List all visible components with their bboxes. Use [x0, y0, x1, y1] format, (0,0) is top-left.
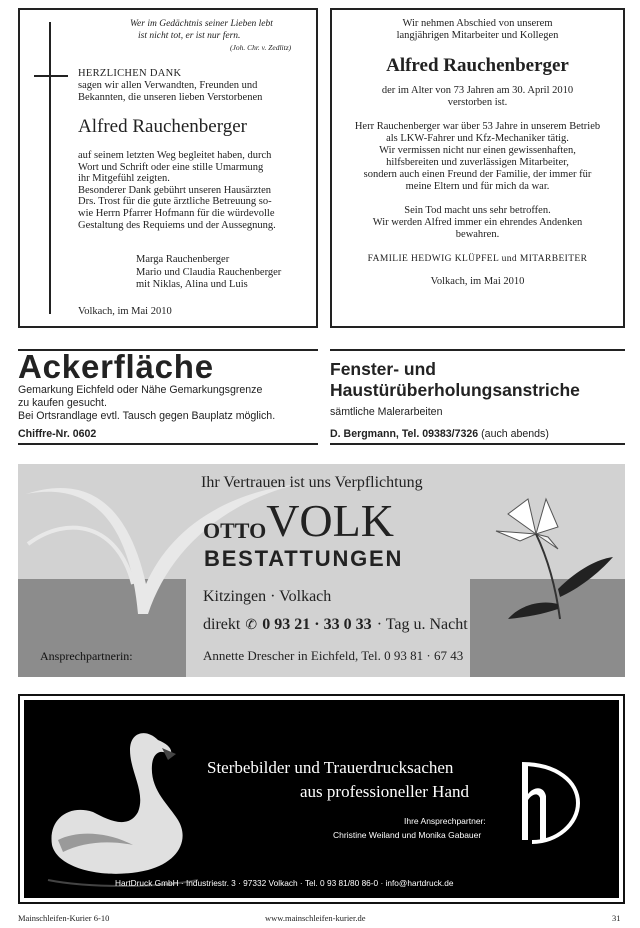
- body-line: Besonderer Dank gebührt unseren Hausärzten: [78, 184, 272, 196]
- ad-title: Ackerfläche: [18, 348, 214, 385]
- motto-author: (Joh. Chr. v. Zedlitz): [230, 43, 292, 52]
- thanks-body: [78, 150, 276, 231]
- footer-website[interactable]: www.mainschleifen-kurier.de: [265, 913, 366, 923]
- ad-title: Haustürüberholungsanstriche: [330, 380, 580, 400]
- phone-line: [203, 614, 468, 634]
- body-line: meine Eltern und für mich da war.: [405, 181, 550, 192]
- contact-label: Ihre Ansprechpartner:: [404, 816, 486, 826]
- signature: FAMILIE HEDWIG KLÜPFEL und MITARBEITER: [367, 254, 588, 264]
- motto-line: Wer im Gedächtnis seiner Lieben lebt: [130, 19, 273, 29]
- body-line: wie Herrn Pfarrer Hofmann für die würdevolle: [78, 207, 275, 219]
- intro-line: langjährigen Mitarbeiter und Kollegen: [396, 30, 559, 41]
- logo-volk: VOLK: [266, 495, 394, 546]
- intro-line: Wir nehmen Abschied von unserem: [402, 18, 553, 29]
- painter-ad: [330, 349, 625, 445]
- thanks-notice: [18, 8, 318, 328]
- cross-icon: [49, 22, 51, 314]
- contact-line: [330, 428, 549, 440]
- headline: aus professioneller Hand: [300, 782, 470, 801]
- thanks-heading: HERZLICHEN DANK: [78, 68, 182, 79]
- contact-info: Annette Drescher in Eichfeld, Tel. 0 93 81 · 67 43: [203, 648, 464, 663]
- closing-line: bewahren.: [455, 229, 500, 240]
- print-shop-ad: [18, 694, 625, 904]
- age-line: verstorben ist.: [447, 97, 508, 108]
- phone-number: 0 93 21 · 33 0 33: [262, 616, 372, 633]
- field-wanted-ad: [18, 349, 318, 445]
- lily-icon: [468, 479, 618, 629]
- logo-otto: OTTO: [203, 518, 267, 543]
- headline: Sterbebilder und Trauerdrucksachen: [207, 758, 454, 777]
- cross-bar: [34, 75, 68, 77]
- ad-title: Fenster- und: [330, 359, 436, 379]
- page-number: 31: [612, 913, 621, 923]
- phone-label: direkt: [203, 616, 241, 633]
- black-panel: [24, 700, 619, 898]
- ad-line: Gemarkung Eichfeld oder Nähe Gemarkungsgrenze: [18, 384, 263, 396]
- place-date: Volkach, im Mai 2010: [78, 306, 172, 317]
- body-line: Wir vermissen nicht nur einen gewissenhaften,: [379, 145, 576, 156]
- body-line: ihr Mitgefühl zeigten.: [78, 173, 170, 185]
- ad-subtitle: sämtliche Malerarbeiten: [330, 406, 443, 418]
- hd-logo-icon: [512, 760, 582, 846]
- family-line: mit Niklas, Alina und Luis: [136, 279, 248, 291]
- deceased-name: Alfred Rauchenberger: [386, 55, 569, 76]
- company-address: HartDruck GmbH · Industriestr. 3 · 97332 Volkach · Tel. 0 93 81/80 86-0 · info@hartdruck.de: [115, 878, 454, 888]
- intro-line: sagen wir allen Verwandten, Freunden und: [78, 80, 258, 91]
- deceased-name: Alfred Rauchenberger: [78, 116, 247, 137]
- body-line: Herr Rauchenberger war über 53 Jahre in unserem Betrieb: [354, 121, 601, 132]
- place-date: Volkach, im Mai 2010: [430, 276, 525, 287]
- motto-line: ist nicht tot, er ist nur fern.: [138, 31, 241, 41]
- ad-line: zu kaufen gesucht.: [18, 397, 107, 409]
- body-line: auf seinem letzten Weg begleitet haben, durch: [78, 150, 272, 161]
- body-line: als LKW-Fahrer und Kfz-Mechaniker tätig.: [386, 133, 569, 144]
- company-obituary: [330, 8, 625, 328]
- body-line: Drs. Trost für die gute ärztliche Betreuung so-: [78, 196, 272, 208]
- intro-line: Bekannten, die unseren lieben Verstorbenen: [78, 92, 263, 103]
- family-line: Marga Rauchenberger: [136, 254, 230, 265]
- family-line: Mario und Claudia Rauchenberger: [136, 266, 282, 278]
- contact-label: Ansprechpartnerin:: [40, 649, 133, 663]
- swan-icon: [38, 720, 208, 890]
- footer-publication: Mainschleifen-Kurier 6-10: [18, 913, 110, 923]
- otto-volk-logo: [203, 495, 394, 546]
- body-line: sondern auch einen Freund der Familie, der immer für: [363, 169, 592, 180]
- body-line: Gestaltung des Requiems und der Aussegnung.: [78, 219, 276, 231]
- tagline: Ihr Vertrauen ist uns Verpflichtung: [201, 474, 423, 491]
- closing-line: Sein Tod macht uns sehr betroffen.: [404, 205, 551, 216]
- closing-line: Wir werden Alfred immer ein ehrendes Andenken: [372, 217, 583, 228]
- logo-subtitle: BESTATTUNGEN: [204, 546, 404, 571]
- age-line: der im Alter von 73 Jahren am 30. April 2010: [381, 85, 574, 96]
- phone-icon: ✆: [245, 617, 258, 633]
- body-line: hilfsbereiten und zuverlässigen Mitarbeiter,: [386, 157, 569, 168]
- contact-names: Christine Weiland und Monika Gabauer: [333, 830, 482, 840]
- body-line: Wort und Schrift oder eine stille Umarmung: [78, 161, 264, 173]
- contact-name: D. Bergmann, Tel. 09383/7326: [330, 428, 479, 440]
- family-signature: [136, 254, 281, 292]
- obituary-text: [332, 18, 623, 288]
- contact-note: (auch abends): [478, 428, 549, 440]
- funeral-home-ad: [18, 464, 625, 677]
- towns: Kitzingen · Volkach: [203, 588, 332, 605]
- ad-line: Bei Ortsrandlage evtl. Tausch gegen Bauplatz möglich.: [18, 410, 276, 422]
- phone-hours: · Tag u. Nacht: [376, 616, 468, 633]
- chiffre-number: Chiffre-Nr. 0602: [18, 428, 97, 440]
